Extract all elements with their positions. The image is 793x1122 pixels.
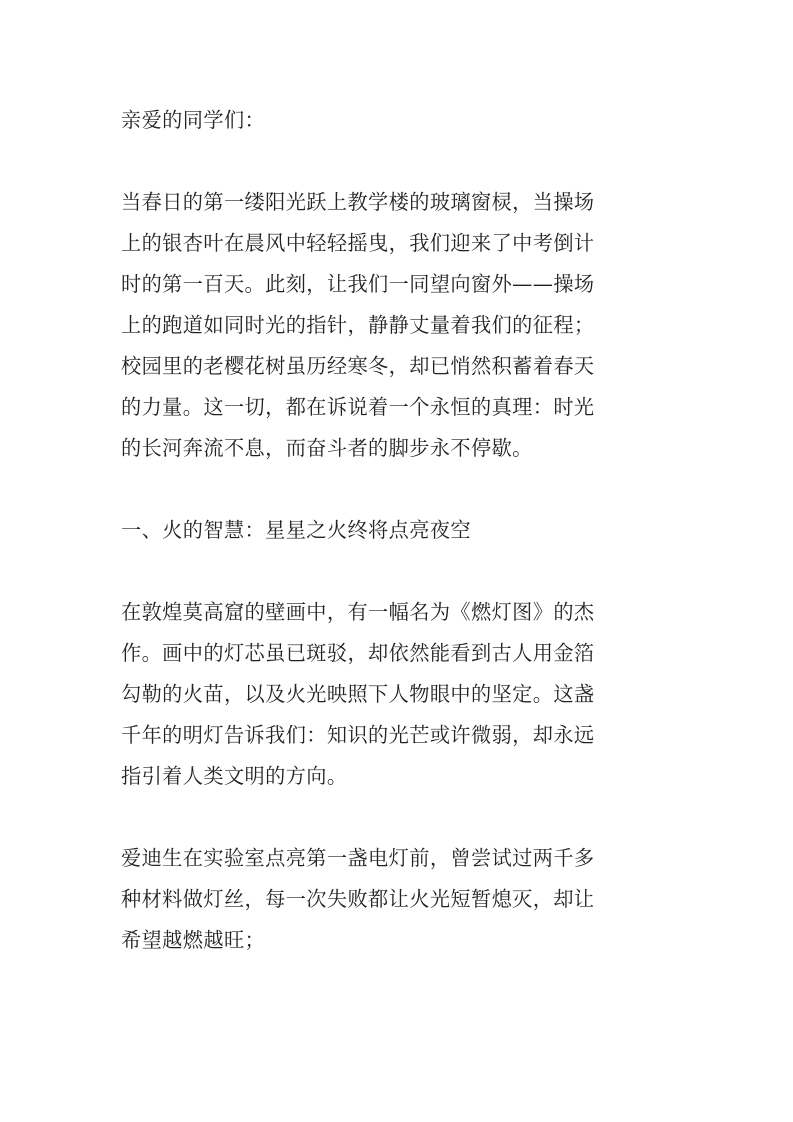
text-line: 指引着人类文明的方向。 <box>121 764 348 788</box>
text-line: 校园里的老樱花树虽历经寒冬，却已悄然积蓄着春天 <box>121 354 595 378</box>
text-line: 在敦煌莫高窟的壁画中，有一幅名为《燃灯图》的杰 <box>121 600 595 624</box>
text-line: 勾勒的火苗，以及火光映照下人物眼中的坚定。这盏 <box>121 682 595 706</box>
text-line: 希望越燃越旺； <box>121 928 266 952</box>
text-line: 当春日的第一缕阳光跃上教学楼的玻璃窗棂，当操场 <box>121 190 595 214</box>
text-line: 的力量。这一切，都在诉说着一个永恒的真理：时光 <box>121 395 595 419</box>
section-heading: 一、火的智慧：星星之火终将点亮夜空 <box>121 518 471 542</box>
text-line: 爱迪生在实验室点亮第一盏电灯前，曾尝试过两千多 <box>121 846 595 870</box>
text-line: 作。画中的灯芯虽已斑驳，却依然能看到古人用金箔 <box>121 641 595 665</box>
text-line: 上的银杏叶在晨风中轻轻摇曳，我们迎来了中考倒计 <box>121 231 595 255</box>
text-line: 上的跑道如同时光的指针，静静丈量着我们的征程； <box>121 313 595 337</box>
text-line: 千年的明灯告诉我们：知识的光芒或许微弱，却永远 <box>121 723 595 747</box>
text-line: 时的第一百天。此刻，让我们一同望向窗外——操场 <box>121 272 595 296</box>
greeting: 亲爱的同学们： <box>121 108 266 132</box>
text-line: 种材料做灯丝，每一次失败都让火光短暂熄灭，却让 <box>121 887 595 911</box>
text-line: 的长河奔流不息，而奋斗者的脚步永不停歇。 <box>121 436 533 460</box>
